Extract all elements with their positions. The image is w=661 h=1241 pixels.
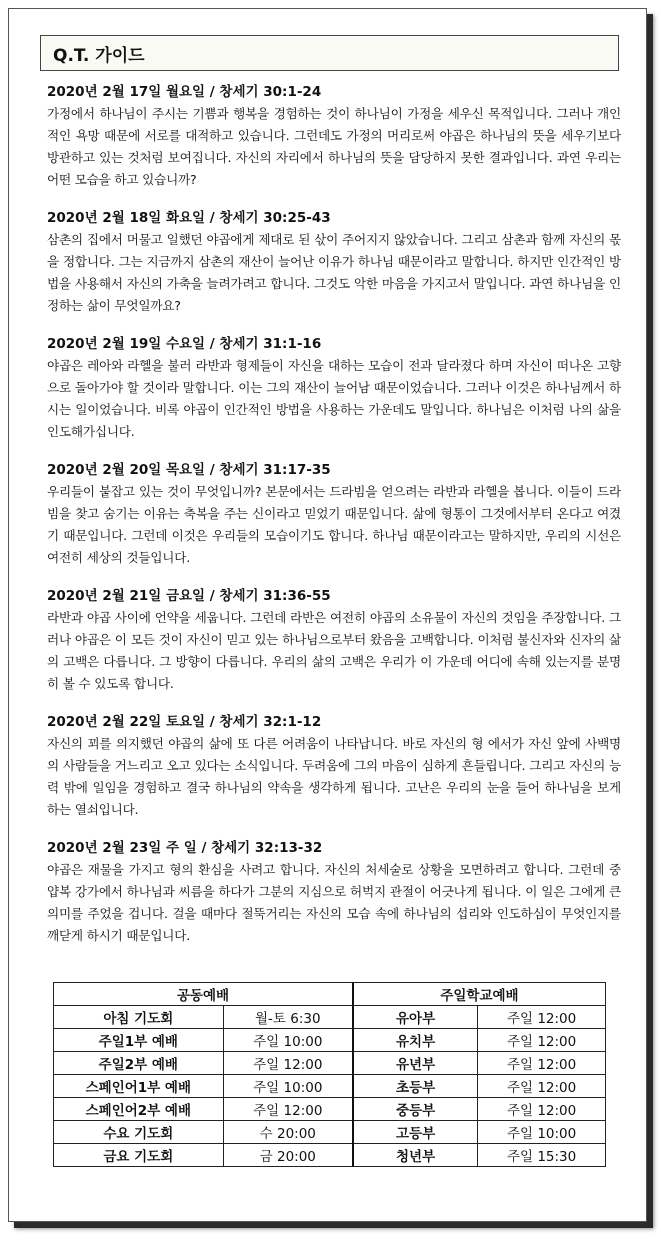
service-name: 주일2부 예배 (54, 1052, 224, 1075)
service-name: 아침 기도회 (54, 1006, 224, 1029)
table-row (54, 1029, 606, 1052)
service-time: 월-토 6:30 (223, 1006, 353, 1029)
table-row (54, 1006, 606, 1029)
qt-entry (47, 585, 621, 695)
entry-text: 라반과 야곱 사이에 언약을 세웁니다. 그런데 라반은 여전히 야곱의 소유물이 자신의 것임을 주장합니다. 그러나 야곱은 이 모든 것이 자신이 믿고 있는 하나님으로부터 왔음을 고백합니다. 이처럼 불신자와 신자의 삶의 고백은 다릅니다. 그 방향이 다릅니다. 우리의 삶의 고백은 우리가 이 가운데 어디에 속해 있는지를 분명히 볼 수 있도록 합니다. (47, 610, 621, 691)
service-time: 주일 12:00 (223, 1052, 353, 1075)
department-time: 주일 15:30 (478, 1144, 606, 1167)
qt-entry (47, 459, 621, 569)
entry-date-scripture: 2020년 2월 22일 토요일 / 창세기 32:1-12 (47, 714, 322, 730)
service-name: 금요 기도회 (54, 1144, 224, 1167)
department-name: 유년부 (353, 1052, 478, 1075)
department-time: 주일 12:00 (478, 1029, 606, 1052)
table-row (54, 1098, 606, 1121)
department-name: 고등부 (353, 1121, 478, 1144)
qt-entry (47, 837, 621, 947)
entry-text: 야곱은 재물을 가지고 형의 환심을 사려고 합니다. 자신의 처세술로 상황을 모면하려고 합니다. 그런데 중 얍복 강가에서 하나님과 씨름을 하다가 그분의 지심으로 허벅지 관절이 어긋나게 됩니다. 이 일은 그에게 큰 의미를 주었을 겁니다. 걸을 때마다 절뚝거리는 자신의 모습 속에 하나님의 섭리와 인도하심이 무엇인지를 깨닫게 하시기 때문입니다. (47, 862, 621, 943)
department-time: 주일 10:00 (478, 1121, 606, 1144)
service-name: 스페인어1부 예배 (54, 1075, 224, 1098)
department-name: 초등부 (353, 1075, 478, 1098)
service-name: 스페인어2부 예배 (54, 1098, 224, 1121)
department-time: 주일 12:00 (478, 1006, 606, 1029)
qt-entry (47, 81, 621, 191)
worship-schedule-table (53, 982, 606, 1167)
service-time: 주일 12:00 (223, 1098, 353, 1121)
department-name: 유아부 (353, 1006, 478, 1029)
service-name: 수요 기도회 (54, 1121, 224, 1144)
service-name: 주일1부 예배 (54, 1029, 224, 1052)
entry-date-scripture: 2020년 2월 19일 수요일 / 창세기 31:1-16 (47, 336, 322, 352)
worship-header: 공동예배 (54, 983, 353, 1006)
department-name: 유치부 (353, 1029, 478, 1052)
sunday-school-header: 주일학교예배 (353, 983, 606, 1006)
entry-text: 삼촌의 집에서 머물고 일했던 야곱에게 제대로 된 삯이 주어지지 않았습니다. 그리고 삼촌과 함께 자신의 몫을 정합니다. 그는 지금까지 삼촌의 재산이 늘어난 이유가 하나님 때문이라고 말합니다. 하지만 인간적인 방법을 사용해서 자신의 가축을 늘려가려고 합니다. 그것도 악한 마음을 가지고서 말입니다. 과연 하나님을 인정하는 삶이 무엇일까요? (47, 232, 621, 313)
table-row (54, 1121, 606, 1144)
qt-entry (47, 333, 621, 443)
schedule-header-row (54, 983, 606, 1006)
service-time: 수 20:00 (223, 1121, 353, 1144)
qt-guide-header (40, 35, 619, 71)
entry-text: 자신의 꾀를 의지했던 야곱의 삶에 또 다른 어려움이 나타납니다. 바로 자신의 형 에서가 자신 앞에 사백명의 사람들을 거느리고 오고 있다는 소식입니다. 두려움에 그의 마음이 심하게 흔들립니다. 그리고 자신의 능력 밖에 일임을 경험하고 결국 하나님의 약속을 생각하게 됩니다. 고난은 우리의 눈을 들어 하나님을 보게 하는 열쇠입니다. (47, 736, 621, 817)
entry-text: 가정에서 하나님이 주시는 기쁨과 행복을 경험하는 것이 하나님이 가정을 세우신 목적입니다. 그러나 개인적인 욕망 때문에 서로를 대적하고 있습니다. 그런데도 가정의 머리로써 야곱은 하나님의 뜻을 세우기보다 방관하고 있는 것처럼 보여집니다. 자신의 자리에서 하나님의 뜻을 담당하지 못한 결과입니다. 과연 우리는 어떤 모습을 하고 있습니까? (47, 106, 621, 187)
entry-date-scripture: 2020년 2월 21일 금요일 / 창세기 31:36-55 (47, 588, 331, 604)
department-time: 주일 12:00 (478, 1098, 606, 1121)
department-name: 청년부 (353, 1144, 478, 1167)
service-time: 주일 10:00 (223, 1029, 353, 1052)
qt-entry (47, 711, 621, 821)
entry-date-scripture: 2020년 2월 20일 목요일 / 창세기 31:17-35 (47, 462, 331, 478)
bulletin-page (8, 8, 647, 1222)
qt-entry (47, 207, 621, 317)
table-row (54, 1052, 606, 1075)
entry-text: 야곱은 레아와 라헬을 불러 라반과 형제들이 자신을 대하는 모습이 전과 달라졌다 하며 자신이 떠나온 고향으로 돌아가야 할 것이라 말합니다. 이는 그의 재산이 늘어남 때문이었습니다. 그러나 이것은 하나님께서 하시는 일이었습니다. 비록 야곱이 인간적인 방법을 사용하는 가운데도 말입니다. 하나님은 이처럼 나의 삶을 인도해가십니다. (47, 358, 621, 439)
service-time: 주일 10:00 (223, 1075, 353, 1098)
table-row (54, 1075, 606, 1098)
qt-guide-title: Q.T. 가이드 (53, 45, 145, 66)
qt-entries (47, 81, 621, 963)
service-time: 금 20:00 (223, 1144, 353, 1167)
entry-date-scripture: 2020년 2월 18일 화요일 / 창세기 30:25-43 (47, 210, 331, 226)
entry-date-scripture: 2020년 2월 23일 주 일 / 창세기 32:13-32 (47, 840, 323, 856)
entry-date-scripture: 2020년 2월 17일 월요일 / 창세기 30:1-24 (47, 84, 322, 100)
department-name: 중등부 (353, 1098, 478, 1121)
department-time: 주일 12:00 (478, 1075, 606, 1098)
entry-text: 우리들이 붙잡고 있는 것이 무엇입니까? 본문에서는 드라빔을 얻으려는 라반과 라헬을 봅니다. 이들이 드라빔을 찾고 숨기는 이유는 축복을 주는 신이라고 믿었기 때문입니다. 삶에 형통이 그것에서부터 온다고 여겼기 때문입니다. 그런데 이것은 우리들의 모습이기도 합니다. 하나님 때문이라고는 말하지만, 우리의 시선은 여전히 세상의 것들입니다. (47, 484, 621, 565)
table-row (54, 1144, 606, 1167)
department-time: 주일 12:00 (478, 1052, 606, 1075)
